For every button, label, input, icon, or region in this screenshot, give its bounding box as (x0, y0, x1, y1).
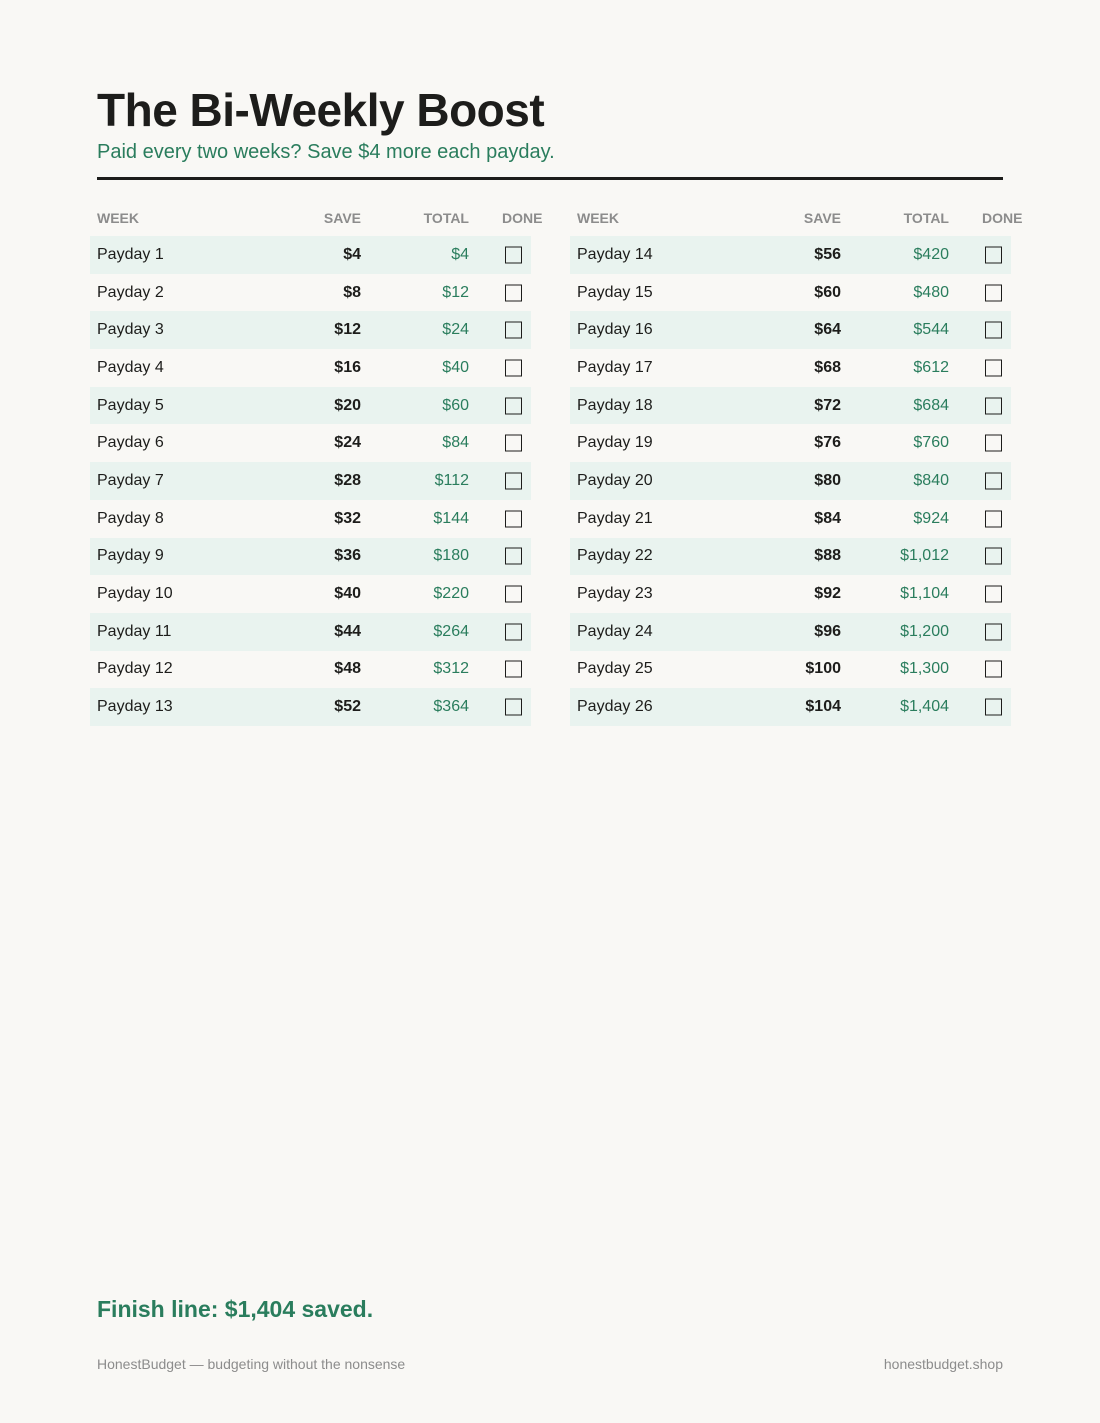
done-checkbox[interactable] (505, 699, 522, 716)
done-checkbox[interactable] (505, 284, 522, 301)
row-week-label: Payday 4 (97, 358, 164, 376)
row-week-label: Payday 11 (97, 622, 172, 640)
done-checkbox[interactable] (985, 284, 1002, 301)
footer-tagline: HonestBudget — budgeting without the nonsense (97, 1356, 406, 1372)
row-running-total: $364 (433, 698, 469, 716)
table-header (570, 206, 1023, 236)
table-row (90, 538, 531, 576)
row-running-total: $264 (433, 622, 469, 640)
column-header-done: DONE (982, 210, 1023, 226)
row-week-label: Payday 17 (577, 358, 653, 376)
row-save-amount: $12 (334, 321, 361, 339)
table-row (90, 500, 531, 538)
done-checkbox[interactable] (985, 359, 1002, 376)
row-save-amount: $56 (814, 245, 841, 263)
row-running-total: $60 (442, 396, 469, 414)
row-week-label: Payday 1 (97, 245, 164, 263)
table-row (90, 387, 531, 425)
done-checkbox[interactable] (505, 586, 522, 603)
row-running-total: $840 (913, 471, 949, 489)
done-checkbox[interactable] (985, 397, 1002, 414)
done-checkbox[interactable] (985, 472, 1002, 489)
row-running-total: $84 (442, 434, 469, 452)
savings-table-right (570, 206, 1023, 726)
row-save-amount: $64 (814, 321, 841, 339)
row-save-amount: $92 (814, 585, 841, 603)
row-week-label: Payday 2 (97, 283, 164, 301)
row-save-amount: $16 (334, 358, 361, 376)
column-header-week: WEEK (97, 210, 139, 226)
row-week-label: Payday 9 (97, 547, 164, 565)
row-week-label: Payday 3 (97, 321, 164, 339)
row-save-amount: $60 (814, 283, 841, 301)
row-save-amount: $52 (334, 698, 361, 716)
row-running-total: $112 (434, 471, 469, 489)
row-save-amount: $72 (814, 396, 841, 414)
row-running-total: $1,200 (900, 622, 949, 640)
column-header-save: SAVE (323, 210, 361, 226)
row-week-label: Payday 6 (97, 434, 164, 452)
table-row (570, 575, 1011, 613)
row-running-total: $24 (442, 321, 469, 339)
row-week-label: Payday 26 (577, 698, 653, 716)
row-save-amount: $36 (334, 547, 361, 565)
row-save-amount: $96 (814, 622, 841, 640)
done-checkbox[interactable] (985, 322, 1002, 339)
row-save-amount: $24 (334, 434, 361, 452)
row-running-total: $40 (442, 358, 469, 376)
row-week-label: Payday 15 (577, 283, 653, 301)
done-checkbox[interactable] (505, 435, 522, 452)
table-row (90, 462, 531, 500)
row-running-total: $1,404 (900, 698, 949, 716)
row-week-label: Payday 19 (577, 434, 653, 452)
done-checkbox[interactable] (985, 623, 1002, 640)
row-week-label: Payday 10 (97, 585, 173, 603)
row-week-label: Payday 16 (577, 321, 653, 339)
done-checkbox[interactable] (985, 548, 1002, 565)
table-header (90, 206, 543, 236)
table-row (570, 349, 1011, 387)
finish-line-summary: Finish line: $1,404 saved. (97, 1296, 374, 1322)
table-row (570, 688, 1011, 726)
table-row (570, 462, 1011, 500)
row-save-amount: $44 (334, 622, 361, 640)
row-week-label: Payday 14 (577, 245, 653, 263)
row-save-amount: $68 (814, 358, 841, 376)
row-save-amount: $20 (334, 396, 361, 414)
table-row (90, 311, 531, 349)
done-checkbox[interactable] (505, 397, 522, 414)
row-save-amount: $88 (814, 547, 841, 565)
row-running-total: $544 (913, 321, 949, 339)
table-row (570, 236, 1011, 274)
table-row (90, 274, 531, 312)
row-running-total: $4 (451, 245, 469, 263)
header-divider (97, 177, 1003, 180)
table-row (90, 613, 531, 651)
table-row (90, 424, 531, 462)
row-running-total: $12 (442, 283, 469, 301)
row-save-amount: $8 (343, 283, 361, 301)
row-save-amount: $40 (334, 585, 361, 603)
done-checkbox[interactable] (985, 661, 1002, 678)
row-running-total: $612 (913, 358, 949, 376)
row-save-amount: $104 (805, 698, 841, 716)
done-checkbox[interactable] (505, 246, 522, 263)
row-week-label: Payday 20 (577, 471, 653, 489)
row-week-label: Payday 13 (97, 698, 173, 716)
table-row (570, 274, 1011, 312)
done-checkbox[interactable] (505, 548, 522, 565)
savings-table-left (90, 206, 543, 726)
row-running-total: $1,104 (900, 585, 949, 603)
table-row (570, 424, 1011, 462)
done-checkbox[interactable] (505, 322, 522, 339)
done-checkbox[interactable] (505, 510, 522, 527)
column-header-week: WEEK (577, 210, 619, 226)
done-checkbox[interactable] (505, 623, 522, 640)
page-title: The Bi-Weekly Boost (97, 84, 545, 136)
row-running-total: $1,012 (900, 547, 949, 565)
table-row (90, 575, 531, 613)
row-week-label: Payday 5 (97, 396, 164, 414)
done-checkbox[interactable] (505, 661, 522, 678)
column-header-total: TOTAL (903, 210, 949, 226)
row-save-amount: $100 (805, 660, 841, 678)
footer-website: honestbudget.shop (883, 1356, 1003, 1372)
row-week-label: Payday 25 (577, 660, 653, 678)
row-week-label: Payday 12 (97, 660, 173, 678)
table-row (570, 311, 1011, 349)
done-checkbox[interactable] (505, 359, 522, 376)
row-week-label: Payday 22 (577, 547, 653, 565)
row-week-label: Payday 24 (577, 622, 653, 640)
row-save-amount: $76 (814, 434, 841, 452)
row-week-label: Payday 7 (97, 471, 164, 489)
row-week-label: Payday 23 (577, 585, 653, 603)
row-week-label: Payday 8 (97, 509, 164, 527)
row-running-total: $684 (913, 396, 949, 414)
column-header-done: DONE (502, 210, 543, 226)
table-row (90, 688, 531, 726)
table-row (570, 651, 1011, 689)
row-running-total: $420 (913, 245, 949, 263)
table-row (90, 349, 531, 387)
row-running-total: $220 (433, 585, 469, 603)
row-running-total: $312 (433, 660, 469, 678)
done-checkbox[interactable] (985, 246, 1002, 263)
table-row (90, 651, 531, 689)
table-row (570, 538, 1011, 576)
page-subtitle: Paid every two weeks? Save $4 more each payday. (97, 141, 555, 163)
row-save-amount: $48 (334, 660, 361, 678)
row-running-total: $480 (913, 283, 949, 301)
done-checkbox[interactable] (985, 586, 1002, 603)
row-save-amount: $80 (814, 471, 841, 489)
row-running-total: $924 (913, 509, 949, 527)
row-save-amount: $4 (343, 245, 361, 263)
done-checkbox[interactable] (985, 435, 1002, 452)
row-running-total: $144 (433, 509, 469, 527)
table-row (570, 500, 1011, 538)
row-save-amount: $32 (334, 509, 361, 527)
row-running-total: $1,300 (900, 660, 949, 678)
done-checkbox[interactable] (505, 472, 522, 489)
row-running-total: $180 (433, 547, 469, 565)
column-header-save: SAVE (803, 210, 841, 226)
row-running-total: $760 (913, 434, 949, 452)
row-save-amount: $84 (814, 509, 841, 527)
done-checkbox[interactable] (985, 510, 1002, 527)
column-header-total: TOTAL (423, 210, 469, 226)
done-checkbox[interactable] (985, 699, 1002, 716)
row-week-label: Payday 21 (577, 509, 653, 527)
row-week-label: Payday 18 (577, 396, 653, 414)
table-row (570, 387, 1011, 425)
table-row (90, 236, 531, 274)
row-save-amount: $28 (334, 471, 361, 489)
table-row (570, 613, 1011, 651)
